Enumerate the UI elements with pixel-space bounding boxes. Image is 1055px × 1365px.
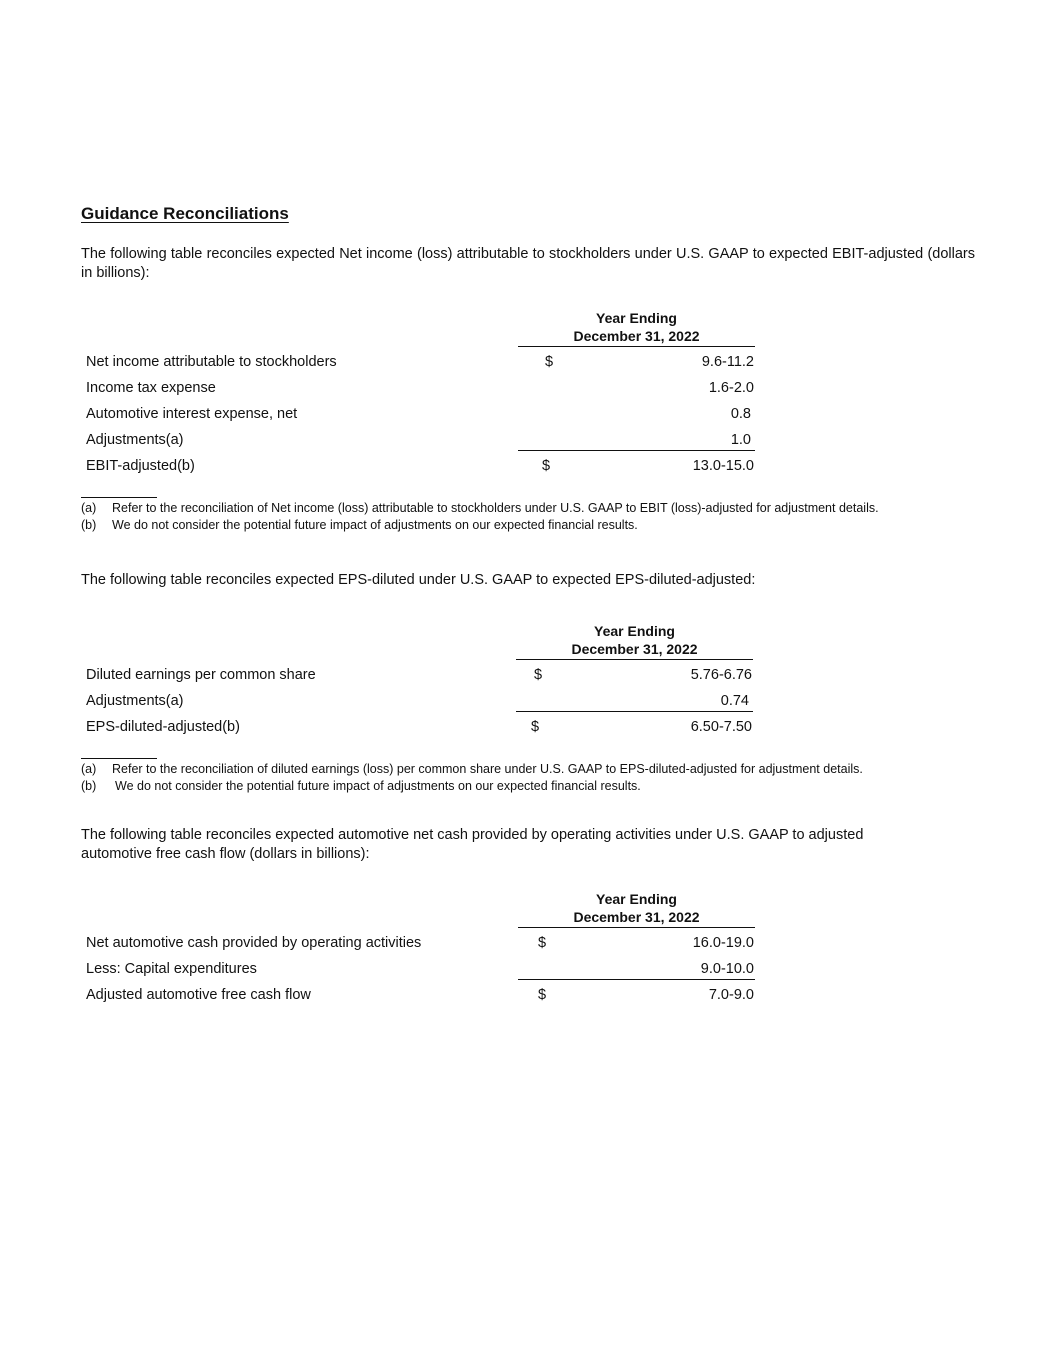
footnote-mark: (a)	[81, 762, 97, 776]
table-row-value: 1.6-2.0	[708, 380, 754, 396]
eps-table-header-year: Year Ending	[594, 623, 675, 639]
currency-symbol: $	[538, 987, 547, 1003]
fcf-table-intro-line2: automotive free cash flow (dollars in billions):	[81, 846, 370, 862]
table-row-label: Automotive interest expense, net	[86, 406, 298, 422]
fcf-table-header-date: December 31, 2022	[573, 909, 700, 925]
currency-symbol: $	[542, 458, 551, 474]
table-row-label: Income tax expense	[86, 380, 216, 396]
eps-table-intro: The following table reconciles expected EPS-diluted under U.S. GAAP to expected EPS-diluted-adjusted:	[81, 572, 756, 588]
page-title: Guidance Reconciliations	[81, 204, 289, 223]
table-row-value: 9.0-10.0	[700, 961, 754, 977]
table-row-value: 9.6-11.2	[701, 354, 754, 370]
ebit-header-rule	[518, 346, 755, 347]
subtotal-rule	[518, 979, 755, 980]
table-row-label: Adjustments(a)	[86, 432, 184, 448]
currency-symbol: $	[538, 935, 547, 951]
eps-table-header-date: December 31, 2022	[571, 641, 698, 657]
currency-symbol: $	[545, 354, 554, 370]
table-row-label: Net automotive cash provided by operating activities	[86, 935, 422, 951]
ebit-table-header-year: Year Ending	[596, 310, 677, 326]
table-row-label: EBIT-adjusted(b)	[86, 458, 195, 474]
eps-header-rule	[516, 659, 753, 660]
fcf-header-rule	[518, 927, 755, 928]
currency-symbol: $	[534, 667, 543, 683]
table-row-value: 16.0-19.0	[692, 935, 754, 951]
table-row-label: Adjusted automotive free cash flow	[86, 987, 311, 1003]
table-row-label: EPS-diluted-adjusted(b)	[86, 719, 240, 735]
footnote-text: We do not consider the potential future impact of adjustments on our expected financial results.	[115, 779, 641, 793]
ebit-table-intro: The following table reconciles expected Net income (loss) attributable to stockholders under U.S. GAAP to expected EBIT-adjusted (dollars in billions):	[81, 246, 975, 281]
table-row-value: 7.0-9.0	[708, 987, 754, 1003]
table-row-label: Diluted earnings per common share	[86, 667, 316, 683]
table-row-value: 1.0	[730, 432, 751, 448]
table-row-value: 6.50-7.50	[690, 719, 752, 735]
fcf-table-header-year: Year Ending	[596, 891, 677, 907]
footnote-mark: (b)	[81, 518, 97, 532]
table-row-value: 5.76-6.76	[690, 667, 752, 683]
subtotal-rule	[516, 711, 753, 712]
subtotal-rule	[518, 450, 755, 451]
footnote-text: We do not consider the potential future impact of adjustments on our expected financial results.	[112, 518, 638, 532]
currency-symbol: $	[531, 719, 540, 735]
table-row-value: 13.0-15.0	[692, 458, 754, 474]
footnote-text: Refer to the reconciliation of diluted earnings (loss) per common share under U.S. GAAP to EPS-diluted-adjusted for adjustment details.	[112, 762, 863, 776]
footnote-divider	[81, 497, 157, 498]
table-row-value: 0.8	[730, 406, 751, 422]
footnote-divider	[81, 758, 157, 759]
footnote-mark: (a)	[81, 501, 97, 515]
table-row-label: Adjustments(a)	[86, 693, 184, 709]
table-row-label: Net income attributable to stockholders	[86, 354, 337, 370]
table-row-value: 0.74	[720, 693, 749, 709]
footnote-mark: (b)	[81, 779, 97, 793]
footnote-text: Refer to the reconciliation of Net income (loss) attributable to stockholders under U.S. GAAP to EBIT (loss)-adjusted for adjustment details.	[112, 501, 879, 515]
table-row-label: Less: Capital expenditures	[86, 961, 257, 977]
ebit-table-header-date: December 31, 2022	[573, 328, 700, 344]
fcf-table-intro-line1: The following table reconciles expected automotive net cash provided by operating activities under U.S. GAAP to adjusted	[81, 827, 864, 843]
